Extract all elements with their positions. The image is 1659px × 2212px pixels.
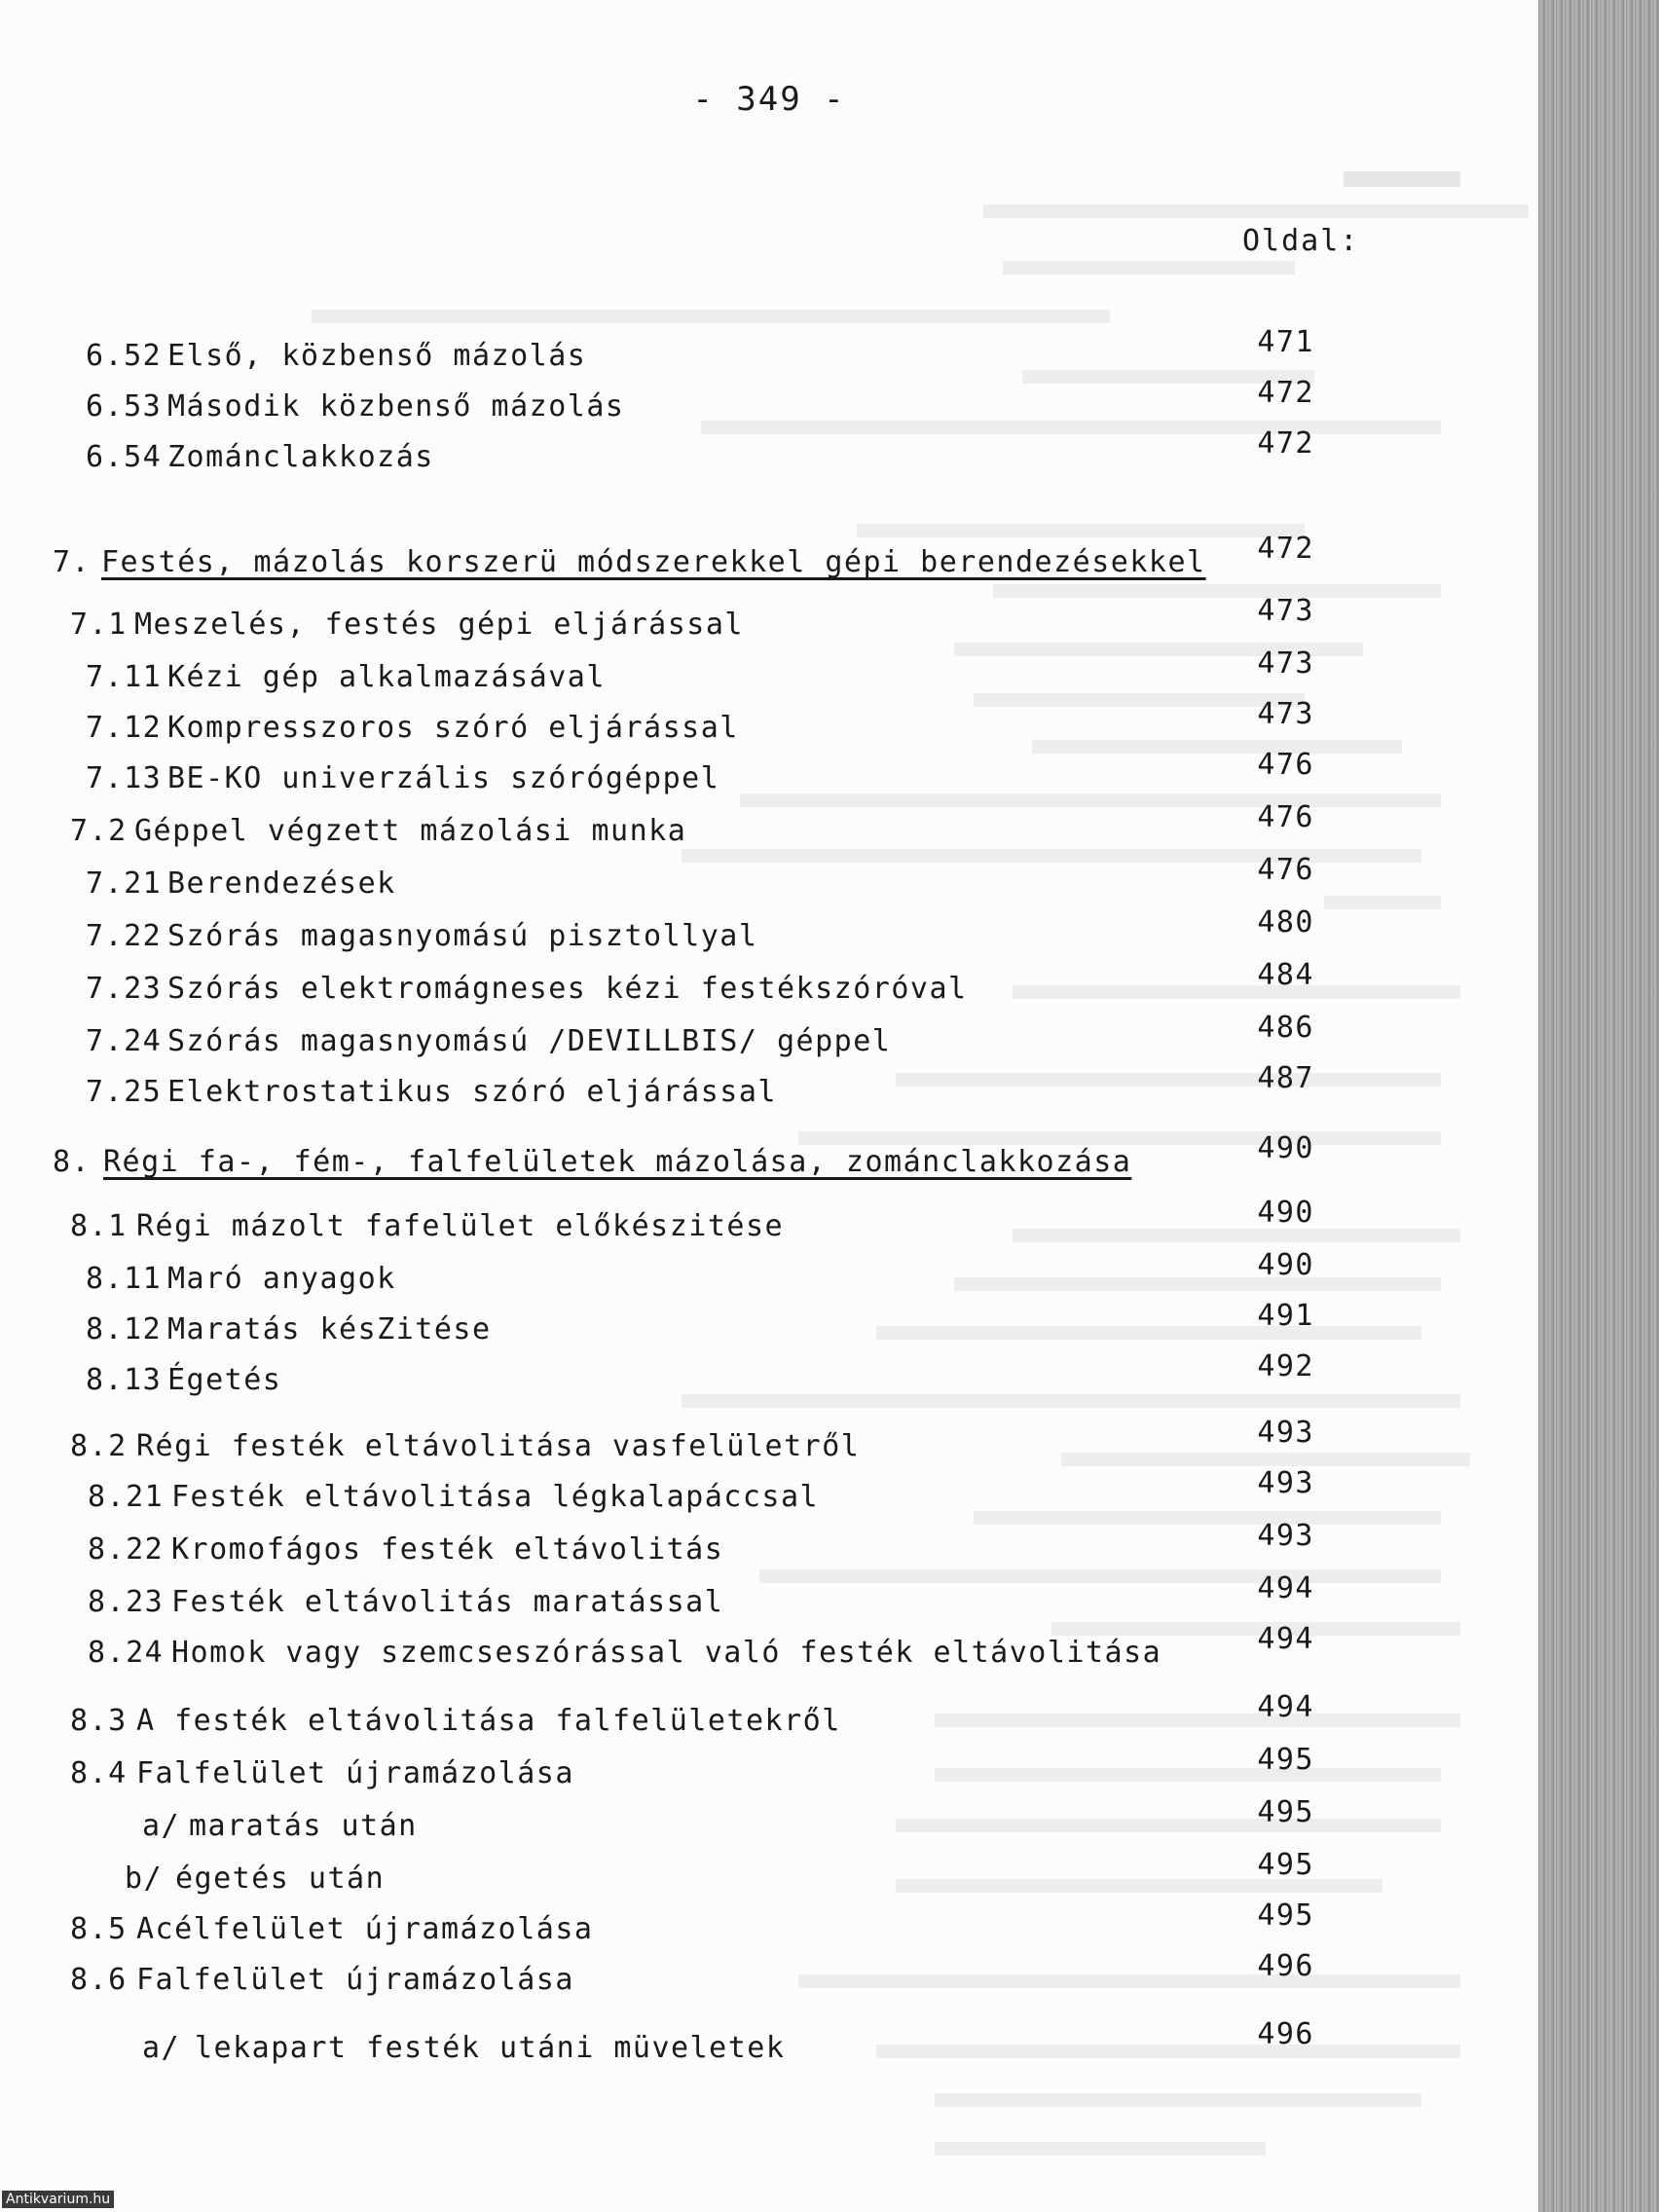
toc-number: 8.4 (70, 1756, 128, 1790)
toc-title: lekapart festék utáni müveletek (195, 2031, 786, 2065)
toc-title: Kézi gép alkalmazásával (167, 660, 606, 694)
toc-page: 495 (1257, 1848, 1314, 1882)
toc-number: 7.12 (86, 711, 163, 745)
toc-row (0, 1622, 1382, 1678)
toc-number: 8.5 (70, 1912, 128, 1946)
toc-title: Zománclakkozás (167, 440, 434, 474)
toc-title: Meszelés, festés gépi eljárással (134, 608, 744, 642)
toc-number: 7.25 (86, 1075, 163, 1109)
toc-page: 471 (1257, 325, 1314, 359)
toc-row (0, 853, 1382, 909)
toc-page: 473 (1257, 594, 1314, 628)
toc-chapter-row (0, 1131, 1382, 1188)
toc-row (0, 426, 1382, 483)
toc-page: 487 (1257, 1061, 1314, 1095)
toc-row (0, 1248, 1382, 1305)
toc-row (0, 1061, 1382, 1118)
toc-number: 8.22 (88, 1532, 165, 1567)
toc-title: Géppel végzett mázolási munka (134, 814, 687, 848)
toc-number: b/ (125, 1862, 164, 1896)
toc-row (0, 1949, 1382, 2006)
toc-row (0, 1299, 1382, 1355)
toc-number: 7.22 (86, 919, 163, 953)
toc-title: Acélfelület újramázolása (136, 1912, 594, 1946)
toc-title: égetés után (175, 1862, 386, 1896)
toc-row (0, 1011, 1382, 1067)
toc-number: 7.21 (86, 866, 163, 901)
toc-page: 476 (1257, 853, 1314, 887)
toc-page: 472 (1257, 426, 1314, 461)
toc-number: 8.21 (88, 1480, 165, 1514)
toc-row (0, 1349, 1382, 1406)
toc-row (0, 325, 1382, 382)
book-binding-edge (1538, 0, 1659, 2212)
toc-title: Szórás magasnyomású /DEVILLBIS/ géppel (167, 1024, 892, 1058)
toc-page: 490 (1257, 1196, 1314, 1230)
toc-row (0, 1795, 1382, 1852)
toc-page: 495 (1257, 1743, 1314, 1777)
watermark-label: Antikvarium.hu (2, 2191, 114, 2208)
toc-page: 494 (1257, 1622, 1314, 1656)
toc-row (0, 1899, 1382, 1955)
toc-title: Falfelület újramázolása (136, 1756, 574, 1790)
toc-page: 490 (1257, 1131, 1314, 1165)
toc-row (0, 1519, 1382, 1575)
toc-row (0, 1416, 1382, 1472)
toc-title: Régi festék eltávolitása vasfelületről (136, 1429, 861, 1463)
toc-page: 493 (1257, 1416, 1314, 1450)
toc-title: maratás után (189, 1809, 418, 1843)
toc-chapter-row (0, 532, 1382, 588)
toc-title: Festék eltávolitása légkalapáccsal (171, 1480, 820, 1514)
toc-number: 8.3 (70, 1704, 128, 1738)
toc-row (0, 800, 1382, 857)
toc-page: 496 (1257, 2017, 1314, 2051)
toc-number: 8.2 (70, 1429, 128, 1463)
toc-page: 494 (1257, 1690, 1314, 1724)
toc-number: 8.6 (70, 1963, 128, 1997)
toc-page: 495 (1257, 1899, 1314, 1933)
toc-page: 476 (1257, 800, 1314, 834)
toc-page: 490 (1257, 1248, 1314, 1282)
toc-title: Maró anyagok (167, 1262, 396, 1296)
toc-number: 8.1 (70, 1209, 128, 1243)
toc-number: 7.24 (86, 1024, 163, 1058)
toc-title: Kromofágos festék eltávolitás (171, 1532, 724, 1567)
toc-row (0, 748, 1382, 804)
toc-title: A festék eltávolitása falfelületekről (136, 1704, 841, 1738)
toc-number: 8.12 (86, 1312, 163, 1346)
toc-row (0, 905, 1382, 962)
toc-row (0, 1743, 1382, 1799)
toc-number: 7. (53, 545, 92, 579)
toc-number: 8. (53, 1145, 92, 1179)
toc-page: 473 (1257, 697, 1314, 731)
toc-number: a/ (142, 1809, 181, 1843)
toc-page: 484 (1257, 958, 1314, 992)
toc-title: Szórás elektromágneses kézi festékszóróval (167, 972, 968, 1006)
toc-number: 8.13 (86, 1363, 163, 1397)
toc-page: 493 (1257, 1519, 1314, 1553)
toc-page: 486 (1257, 1011, 1314, 1045)
toc-page: 492 (1257, 1349, 1314, 1383)
toc-title: Homok vagy szemcseszórással való festék eltávolitása (171, 1636, 1162, 1670)
toc-title: Első, közbenső mázolás (167, 339, 587, 373)
toc-title: BE-KO univerzális szórógéppel (167, 761, 720, 795)
toc-title: Kompresszoros szóró eljárással (167, 711, 739, 745)
toc-title: Égetés (167, 1363, 282, 1397)
toc-number: 7.2 (70, 814, 128, 848)
toc-row (0, 1466, 1382, 1523)
toc-page: 476 (1257, 748, 1314, 782)
toc-title: Maratás késZitése (167, 1312, 492, 1346)
toc-number: 6.52 (86, 339, 163, 373)
toc-row (0, 697, 1382, 754)
toc-title: Szórás magasnyomású pisztollyal (167, 919, 758, 953)
toc-page: 480 (1257, 905, 1314, 940)
toc-chapter-title: Régi fa-, fém-, falfelületek mázolása, zománclakkozása (103, 1145, 1132, 1179)
toc-page: 496 (1257, 1949, 1314, 1983)
toc-row (0, 2017, 1382, 2074)
toc-number: a/ (142, 2031, 181, 2065)
toc-row (0, 376, 1382, 432)
page-column-header: Oldal: (1242, 224, 1360, 258)
toc-page: 493 (1257, 1466, 1314, 1500)
toc-number: 7.23 (86, 972, 163, 1006)
toc-page: 472 (1257, 532, 1314, 566)
toc-title: Falfelület újramázolása (136, 1963, 574, 1997)
toc-title: Elektrostatikus szóró eljárással (167, 1075, 777, 1109)
toc-row (0, 958, 1382, 1014)
toc-page: 494 (1257, 1571, 1314, 1605)
toc-row (0, 1571, 1382, 1628)
toc-title: Régi mázolt fafelület előkészitése (136, 1209, 785, 1243)
toc-row (0, 646, 1382, 703)
toc-chapter-title: Festés, mázolás korszerü módszerekkel gépi berendezésekkel (101, 545, 1206, 579)
toc-title: Festék eltávolitás maratással (171, 1585, 724, 1619)
toc-number: 8.11 (86, 1262, 163, 1296)
toc-number: 7.11 (86, 660, 163, 694)
toc-row (0, 1196, 1382, 1252)
toc-title: Berendezések (167, 866, 396, 901)
toc-row (0, 1690, 1382, 1747)
toc-number: 7.13 (86, 761, 163, 795)
toc-number: 7.1 (70, 608, 128, 642)
toc-number: 8.23 (88, 1585, 165, 1619)
toc-number: 6.54 (86, 440, 163, 474)
toc-number: 6.53 (86, 389, 163, 424)
toc-row (0, 1848, 1382, 1904)
page-number: - 349 - (692, 80, 846, 119)
toc-title: Második közbenső mázolás (167, 389, 625, 424)
toc-page: 495 (1257, 1795, 1314, 1829)
toc-page: 473 (1257, 646, 1314, 681)
toc-row (0, 594, 1382, 650)
toc-page: 491 (1257, 1299, 1314, 1333)
toc-number: 8.24 (88, 1636, 165, 1670)
toc-page: 472 (1257, 376, 1314, 410)
